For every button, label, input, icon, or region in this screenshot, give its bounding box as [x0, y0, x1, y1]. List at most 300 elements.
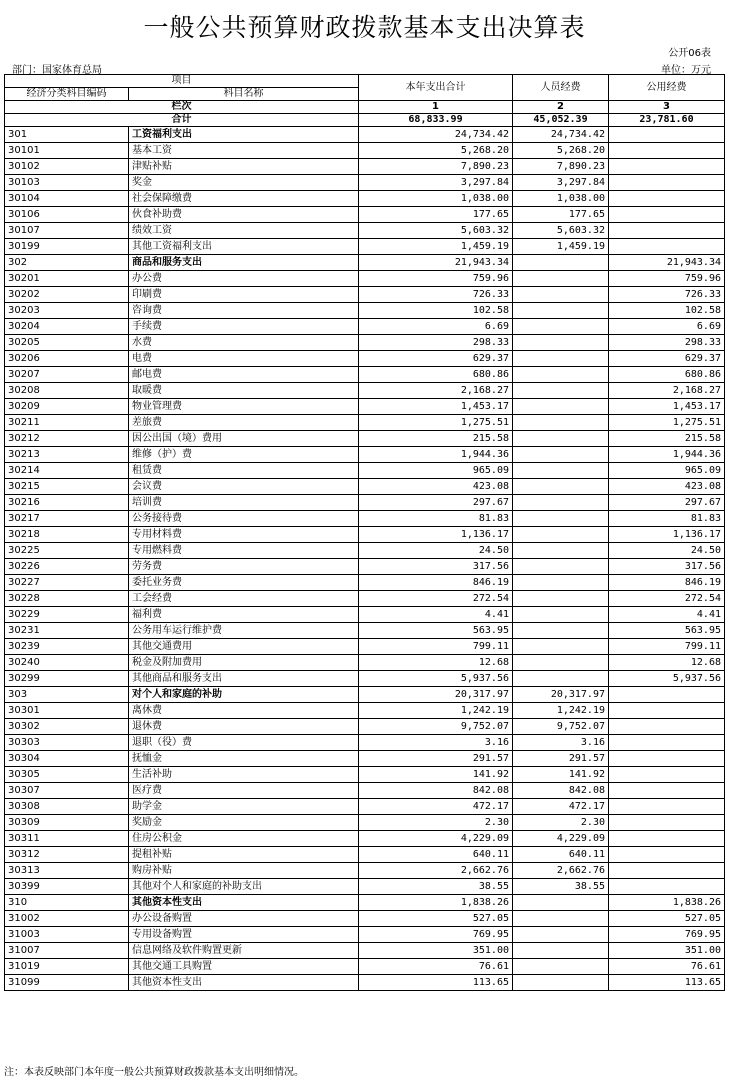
row-total: 5,603.32	[359, 223, 513, 239]
row-public: 81.83	[609, 511, 725, 527]
row-total: 846.19	[359, 575, 513, 591]
row-personnel	[513, 895, 609, 911]
table-row	[5, 847, 725, 863]
row-public: 726.33	[609, 287, 725, 303]
table-row	[5, 575, 725, 591]
row-name: 福利费	[129, 607, 359, 623]
row-public	[609, 719, 725, 735]
table-row	[5, 335, 725, 351]
row-personnel	[513, 431, 609, 447]
row-code: 303	[5, 687, 129, 703]
row-code: 31099	[5, 975, 129, 991]
table-row	[5, 735, 725, 751]
row-public: 12.68	[609, 655, 725, 671]
sum-label: 合计	[5, 114, 359, 127]
sum-public: 23,781.60	[609, 114, 725, 127]
row-total: 24.50	[359, 543, 513, 559]
row-total: 298.33	[359, 335, 513, 351]
table-row	[5, 175, 725, 191]
unit-label: 单位：万元	[661, 65, 711, 76]
row-personnel	[513, 271, 609, 287]
row-public: 1,275.51	[609, 415, 725, 431]
row-personnel	[513, 543, 609, 559]
lanci-1: 1	[359, 101, 513, 114]
table-row	[5, 255, 725, 271]
row-total: 272.54	[359, 591, 513, 607]
row-personnel	[513, 607, 609, 623]
row-public	[609, 207, 725, 223]
row-total: 38.55	[359, 879, 513, 895]
table-row	[5, 479, 725, 495]
row-total: 842.08	[359, 783, 513, 799]
row-code: 30225	[5, 543, 129, 559]
row-name: 其他交通工具购置	[129, 959, 359, 975]
department-label: 部门：国家体育总局	[12, 65, 102, 76]
row-public	[609, 783, 725, 799]
row-name: 医疗费	[129, 783, 359, 799]
table-row	[5, 687, 725, 703]
row-personnel	[513, 623, 609, 639]
row-personnel	[513, 911, 609, 927]
row-personnel	[513, 495, 609, 511]
row-public	[609, 223, 725, 239]
row-code: 30106	[5, 207, 129, 223]
row-code: 30312	[5, 847, 129, 863]
row-total: 1,459.19	[359, 239, 513, 255]
row-personnel	[513, 463, 609, 479]
row-public	[609, 191, 725, 207]
table-row	[5, 959, 725, 975]
row-name: 奖金	[129, 175, 359, 191]
row-public: 21,943.34	[609, 255, 725, 271]
row-code: 30103	[5, 175, 129, 191]
row-personnel	[513, 303, 609, 319]
row-code: 302	[5, 255, 129, 271]
row-personnel: 5,268.20	[513, 143, 609, 159]
row-public: 759.96	[609, 271, 725, 287]
row-code: 30305	[5, 767, 129, 783]
row-personnel: 472.17	[513, 799, 609, 815]
table-row	[5, 783, 725, 799]
row-total: 291.57	[359, 751, 513, 767]
row-name: 提租补贴	[129, 847, 359, 863]
row-name: 委托业务费	[129, 575, 359, 591]
row-code: 30207	[5, 367, 129, 383]
row-name: 绩效工资	[129, 223, 359, 239]
row-total: 7,890.23	[359, 159, 513, 175]
row-personnel: 1,242.19	[513, 703, 609, 719]
row-name: 工会经费	[129, 591, 359, 607]
row-personnel: 4,229.09	[513, 831, 609, 847]
row-name: 其他资本性支出	[129, 975, 359, 991]
row-personnel: 9,752.07	[513, 719, 609, 735]
row-total: 640.11	[359, 847, 513, 863]
table-row	[5, 671, 725, 687]
row-code: 30309	[5, 815, 129, 831]
row-code: 30307	[5, 783, 129, 799]
table-row	[5, 895, 725, 911]
row-code: 30218	[5, 527, 129, 543]
row-name: 维修（护）费	[129, 447, 359, 463]
row-code: 31007	[5, 943, 129, 959]
row-name: 信息网络及软件购置更新	[129, 943, 359, 959]
row-name: 租赁费	[129, 463, 359, 479]
row-name: 生活补助	[129, 767, 359, 783]
header-row-lanci	[5, 101, 725, 114]
row-personnel	[513, 479, 609, 495]
row-public	[609, 735, 725, 751]
row-name: 社会保障缴费	[129, 191, 359, 207]
row-total: 1,944.36	[359, 447, 513, 463]
row-code: 30399	[5, 879, 129, 895]
row-total: 799.11	[359, 639, 513, 655]
row-name: 伙食补助费	[129, 207, 359, 223]
header-col-total: 本年支出合计	[359, 75, 513, 101]
row-public: 215.58	[609, 431, 725, 447]
row-name: 离休费	[129, 703, 359, 719]
table-row	[5, 207, 725, 223]
row-name: 退职（役）费	[129, 735, 359, 751]
row-code: 30211	[5, 415, 129, 431]
row-code: 30302	[5, 719, 129, 735]
table-row	[5, 543, 725, 559]
row-total: 113.65	[359, 975, 513, 991]
row-name: 会议费	[129, 479, 359, 495]
row-personnel	[513, 575, 609, 591]
table-row	[5, 287, 725, 303]
row-code: 30216	[5, 495, 129, 511]
table-row	[5, 239, 725, 255]
row-public: 2,168.27	[609, 383, 725, 399]
row-total: 759.96	[359, 271, 513, 287]
row-code: 30240	[5, 655, 129, 671]
table-row	[5, 719, 725, 735]
row-name: 其他对个人和家庭的补助支出	[129, 879, 359, 895]
row-code: 30299	[5, 671, 129, 687]
row-name: 劳务费	[129, 559, 359, 575]
row-name: 税金及附加费用	[129, 655, 359, 671]
row-public: 563.95	[609, 623, 725, 639]
row-personnel	[513, 287, 609, 303]
row-public: 113.65	[609, 975, 725, 991]
row-name: 商品和服务支出	[129, 255, 359, 271]
row-name: 其他交通费用	[129, 639, 359, 655]
table-row	[5, 799, 725, 815]
row-public: 965.09	[609, 463, 725, 479]
row-total: 4.41	[359, 607, 513, 623]
row-name: 印刷费	[129, 287, 359, 303]
row-total: 769.95	[359, 927, 513, 943]
row-total: 24,734.42	[359, 127, 513, 143]
row-public: 1,944.36	[609, 447, 725, 463]
table-row	[5, 863, 725, 879]
row-personnel	[513, 383, 609, 399]
row-code: 30209	[5, 399, 129, 415]
header-row-1	[5, 75, 725, 88]
row-total: 141.92	[359, 767, 513, 783]
row-personnel	[513, 943, 609, 959]
footnote: 注：本表反映部门本年度一般公共预算财政拨款基本支出明细情况。	[4, 1067, 304, 1078]
row-code: 30313	[5, 863, 129, 879]
table-row	[5, 159, 725, 175]
table-row	[5, 879, 725, 895]
row-name: 抚恤金	[129, 751, 359, 767]
table-row	[5, 703, 725, 719]
row-public	[609, 815, 725, 831]
row-public	[609, 687, 725, 703]
table-row	[5, 511, 725, 527]
row-total: 1,453.17	[359, 399, 513, 415]
row-public	[609, 159, 725, 175]
row-code: 30107	[5, 223, 129, 239]
row-code: 30311	[5, 831, 129, 847]
sum-row	[5, 114, 725, 127]
row-total: 3,297.84	[359, 175, 513, 191]
row-public: 423.08	[609, 479, 725, 495]
row-code: 30102	[5, 159, 129, 175]
row-personnel	[513, 415, 609, 431]
row-name: 专用材料费	[129, 527, 359, 543]
header-item: 项目	[5, 75, 359, 88]
row-public: 1,838.26	[609, 895, 725, 911]
row-name: 基本工资	[129, 143, 359, 159]
row-personnel	[513, 655, 609, 671]
row-code: 30212	[5, 431, 129, 447]
row-name: 专用设备购置	[129, 927, 359, 943]
row-total: 9,752.07	[359, 719, 513, 735]
row-code: 30214	[5, 463, 129, 479]
row-public	[609, 847, 725, 863]
row-public: 4.41	[609, 607, 725, 623]
table-row	[5, 655, 725, 671]
row-total: 527.05	[359, 911, 513, 927]
row-personnel: 20,317.97	[513, 687, 609, 703]
table-row	[5, 303, 725, 319]
row-public: 24.50	[609, 543, 725, 559]
row-name: 培训费	[129, 495, 359, 511]
table-row	[5, 911, 725, 927]
row-name: 物业管理费	[129, 399, 359, 415]
table-row	[5, 527, 725, 543]
row-personnel: 1,038.00	[513, 191, 609, 207]
row-personnel: 2.30	[513, 815, 609, 831]
row-name: 差旅费	[129, 415, 359, 431]
row-name: 邮电费	[129, 367, 359, 383]
row-name: 办公费	[129, 271, 359, 287]
row-code: 30203	[5, 303, 129, 319]
table-row	[5, 767, 725, 783]
row-name: 奖励金	[129, 815, 359, 831]
row-total: 4,229.09	[359, 831, 513, 847]
header-subject-name: 科目名称	[129, 88, 359, 101]
row-name: 电费	[129, 351, 359, 367]
row-personnel	[513, 399, 609, 415]
row-public: 680.86	[609, 367, 725, 383]
row-total: 1,838.26	[359, 895, 513, 911]
row-total: 76.61	[359, 959, 513, 975]
row-total: 20,317.97	[359, 687, 513, 703]
row-name: 其他资本性支出	[129, 895, 359, 911]
row-personnel	[513, 351, 609, 367]
row-public	[609, 767, 725, 783]
row-public: 351.00	[609, 943, 725, 959]
row-personnel	[513, 367, 609, 383]
row-code: 30217	[5, 511, 129, 527]
header-col-personnel: 人员经费	[513, 75, 609, 101]
row-code: 30227	[5, 575, 129, 591]
lanci-2: 2	[513, 101, 609, 114]
row-code: 30201	[5, 271, 129, 287]
row-total: 3.16	[359, 735, 513, 751]
sum-personnel: 45,052.39	[513, 114, 609, 127]
row-total: 1,275.51	[359, 415, 513, 431]
row-name: 津贴补贴	[129, 159, 359, 175]
row-public: 769.95	[609, 927, 725, 943]
row-public: 5,937.56	[609, 671, 725, 687]
row-total: 629.37	[359, 351, 513, 367]
row-total: 2.30	[359, 815, 513, 831]
row-public: 1,136.17	[609, 527, 725, 543]
row-public: 527.05	[609, 911, 725, 927]
page-title: 一般公共预算财政拨款基本支出决算表	[143, 13, 586, 42]
row-code: 31019	[5, 959, 129, 975]
header-col-public: 公用经费	[609, 75, 725, 101]
row-personnel	[513, 591, 609, 607]
row-total: 12.68	[359, 655, 513, 671]
row-personnel: 291.57	[513, 751, 609, 767]
row-public: 298.33	[609, 335, 725, 351]
table-row	[5, 319, 725, 335]
row-name: 退休费	[129, 719, 359, 735]
row-name: 其他商品和服务支出	[129, 671, 359, 687]
row-personnel	[513, 559, 609, 575]
row-code: 31003	[5, 927, 129, 943]
row-code: 30208	[5, 383, 129, 399]
table-row	[5, 463, 725, 479]
table-row	[5, 191, 725, 207]
header-econ-code: 经济分类科目编码	[5, 88, 129, 101]
expenditure-table	[4, 74, 725, 991]
table-row	[5, 495, 725, 511]
row-total: 1,136.17	[359, 527, 513, 543]
row-name: 公务用车运行维护费	[129, 623, 359, 639]
table-row	[5, 831, 725, 847]
row-public: 6.69	[609, 319, 725, 335]
row-personnel	[513, 511, 609, 527]
row-total: 5,937.56	[359, 671, 513, 687]
row-personnel	[513, 255, 609, 271]
row-name: 住房公积金	[129, 831, 359, 847]
row-code: 30303	[5, 735, 129, 751]
row-code: 30304	[5, 751, 129, 767]
row-public	[609, 127, 725, 143]
row-personnel: 640.11	[513, 847, 609, 863]
sum-total: 68,833.99	[359, 114, 513, 127]
row-code: 30226	[5, 559, 129, 575]
row-total: 6.69	[359, 319, 513, 335]
row-code: 30228	[5, 591, 129, 607]
row-public	[609, 239, 725, 255]
row-personnel	[513, 527, 609, 543]
form-number: 公开06表	[668, 48, 711, 59]
row-code: 30239	[5, 639, 129, 655]
row-name: 水费	[129, 335, 359, 351]
row-name: 咨询费	[129, 303, 359, 319]
row-name: 取暖费	[129, 383, 359, 399]
row-public: 76.61	[609, 959, 725, 975]
row-name: 因公出国（境）费用	[129, 431, 359, 447]
row-total: 472.17	[359, 799, 513, 815]
row-personnel	[513, 927, 609, 943]
row-code: 31002	[5, 911, 129, 927]
row-personnel: 5,603.32	[513, 223, 609, 239]
row-code: 30205	[5, 335, 129, 351]
row-code: 30231	[5, 623, 129, 639]
row-total: 351.00	[359, 943, 513, 959]
row-public: 1,453.17	[609, 399, 725, 415]
row-personnel	[513, 447, 609, 463]
row-total: 1,038.00	[359, 191, 513, 207]
row-name: 工资福利支出	[129, 127, 359, 143]
row-public	[609, 703, 725, 719]
table-row	[5, 943, 725, 959]
table-row	[5, 591, 725, 607]
table-row	[5, 927, 725, 943]
row-code: 30206	[5, 351, 129, 367]
row-total: 215.58	[359, 431, 513, 447]
table-row	[5, 639, 725, 655]
row-public	[609, 751, 725, 767]
row-total: 2,662.76	[359, 863, 513, 879]
row-personnel: 3.16	[513, 735, 609, 751]
table-row	[5, 975, 725, 991]
row-code: 30229	[5, 607, 129, 623]
row-code: 301	[5, 127, 129, 143]
row-name: 办公设备购置	[129, 911, 359, 927]
row-public	[609, 863, 725, 879]
row-personnel: 38.55	[513, 879, 609, 895]
row-personnel: 24,734.42	[513, 127, 609, 143]
row-code: 30308	[5, 799, 129, 815]
row-public	[609, 831, 725, 847]
row-public: 317.56	[609, 559, 725, 575]
table-row	[5, 383, 725, 399]
table-row	[5, 431, 725, 447]
row-personnel: 842.08	[513, 783, 609, 799]
table-row	[5, 143, 725, 159]
row-public: 297.67	[609, 495, 725, 511]
row-personnel: 177.65	[513, 207, 609, 223]
row-code: 30101	[5, 143, 129, 159]
row-total: 81.83	[359, 511, 513, 527]
row-public	[609, 879, 725, 895]
row-name: 专用燃料费	[129, 543, 359, 559]
table-row	[5, 607, 725, 623]
row-public: 272.54	[609, 591, 725, 607]
table-row	[5, 447, 725, 463]
row-total: 5,268.20	[359, 143, 513, 159]
row-total: 21,943.34	[359, 255, 513, 271]
row-public	[609, 799, 725, 815]
row-personnel	[513, 319, 609, 335]
row-public: 102.58	[609, 303, 725, 319]
row-code: 30199	[5, 239, 129, 255]
row-code: 30104	[5, 191, 129, 207]
row-total: 726.33	[359, 287, 513, 303]
table-row	[5, 415, 725, 431]
row-name: 购房补贴	[129, 863, 359, 879]
row-personnel: 141.92	[513, 767, 609, 783]
